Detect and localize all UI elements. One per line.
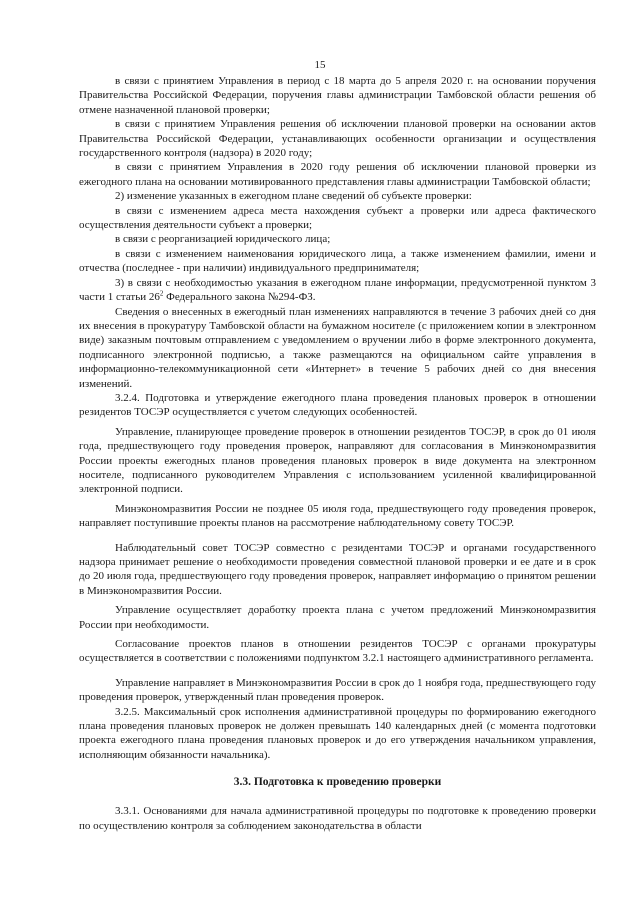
paragraph: в связи с принятием Управления в 2020 году решения об исключении плановой проверки из ежегодного плана на основании мотивированного представления главы администрации Тамбовской области; xyxy=(79,161,596,188)
paragraph: Управление направляет в Минэкономразвития России в срок до 1 ноября года, предшествующего году проведения проверок, утвержденный план проведения проверок. xyxy=(79,676,596,704)
paragraph-item-3-text: 3) в связи с необходимостью указания в ежегодном плане информации, предусмотренной пунктом 3 части 1 статьи 26 xyxy=(79,276,596,304)
paragraph: 3.2.4. Подготовка и утверждение ежегодного плана проведения плановых проверок в отношении резидентов ТОСЭР осуществляется с учетом следующих особенностей. xyxy=(79,391,596,419)
paragraph: Минэкономразвития России не позднее 05 июля года, предшествующего году проведения проверок, направляет поступившие проекты планов на рассмотрение наблюдательному совету ТОСЭР. xyxy=(79,502,596,530)
paragraph: 2) изменение указанных в ежегодном плане сведений об субъекте проверки: xyxy=(115,190,472,203)
paragraph: Наблюдательный совет ТОСЭР совместно с резидентами ТОСЭР и органами государственного надзора принимает решение о необходимости проведения совместной плановой проверки и ее дате и в срок до 20 июля года, предшествующего году проведения проверок, направляет информацию о принятом решении в Минэкономразвития России. xyxy=(79,541,596,597)
paragraph: 3.2.5. Максимальный срок исполнения административной процедуры по формированию ежегодного плана проведения плановых проверок не должен превышать 140 календарных дней (с момента подготовки проекта ежегодного плана проведения плановых проверок и до его утверждения начальником управления, исполняющим обязанности начальника). xyxy=(79,705,596,761)
paragraph: Согласование проектов планов в отношении резидентов ТОСЭР с органами прокуратуры осуществляется в соответствии с положениями подпунктом 3.2.1 настоящего административного регламента. xyxy=(79,638,596,665)
paragraph: 3.3.1. Основаниями для начала административной процедуры по подготовке к проведению проверки по осуществлению контроля за соблюдением законодательства в области xyxy=(79,805,596,832)
paragraph: Управление осуществляет доработку проекта плана с учетом предложений Минэкономразвития России при необходимости. xyxy=(79,604,596,631)
paragraph: в связи с принятием Управления решения об исключении плановой проверки на основании актов Правительства Российской Федерации, устанавливающих особенности организации и осуществления государственного контроля (надзора) в 2020 году; xyxy=(79,118,596,160)
paragraph: в связи с реорганизацией юридического лица; xyxy=(115,233,331,246)
paragraph: в связи с принятием Управления в период с 18 марта до 5 апреля 2020 г. на основании поручения Правительства Российской Федерации, поручения главы администрации Тамбовской области решения об отмене назначенной плановой проверки; xyxy=(79,75,596,116)
paragraph: Сведения о внесенных в ежегодный план изменениях направляются в течение 3 рабочих дней со дня их внесения в прокуратуру Тамбовской области на бумажном носителе (с приложением копии в электронном виде) заказным почтовым отправлением с уведомлением о вручении либо в форме электронного документа, подписанного электронной подписью, а также размещаются на официальном сайте управления в информационно-телекоммуникационной сети «Интернет» в течение 5 рабочих дней со дня внесения изменений. xyxy=(79,305,596,390)
paragraph-item-3 xyxy=(79,276,596,305)
paragraph: в связи с изменением наименования юридического лица, а также изменением фамилии, имени и отчества (последнее - при наличии) индивидуального предпринимателя; xyxy=(79,247,596,275)
paragraph: в связи с изменением адреса места нахождения субъект а проверки или адреса фактического осуществления деятельности субъект а проверки; xyxy=(79,204,596,232)
section-heading: 3.3. Подготовка к проведению проверки xyxy=(233,776,442,789)
document-body xyxy=(79,74,596,833)
superscript: 2 xyxy=(159,289,164,298)
paragraph-item-3-tail: Федерального закона №294-ФЗ. xyxy=(163,291,316,304)
paragraph: Управление, планирующее проведение проверок в отношении резидентов ТОСЭР, в срок до 01 июля года, предшествующего году проведения проверок, направляют для согласования в Минэкономразвития России проекты ежегодных планов проведения плановых проверок в виде документа на электронном носителе, подписанного руководителем Управления с использованием усиленной квалифицированной электронной подписи. xyxy=(79,425,596,496)
page-number: 15 xyxy=(314,59,326,71)
